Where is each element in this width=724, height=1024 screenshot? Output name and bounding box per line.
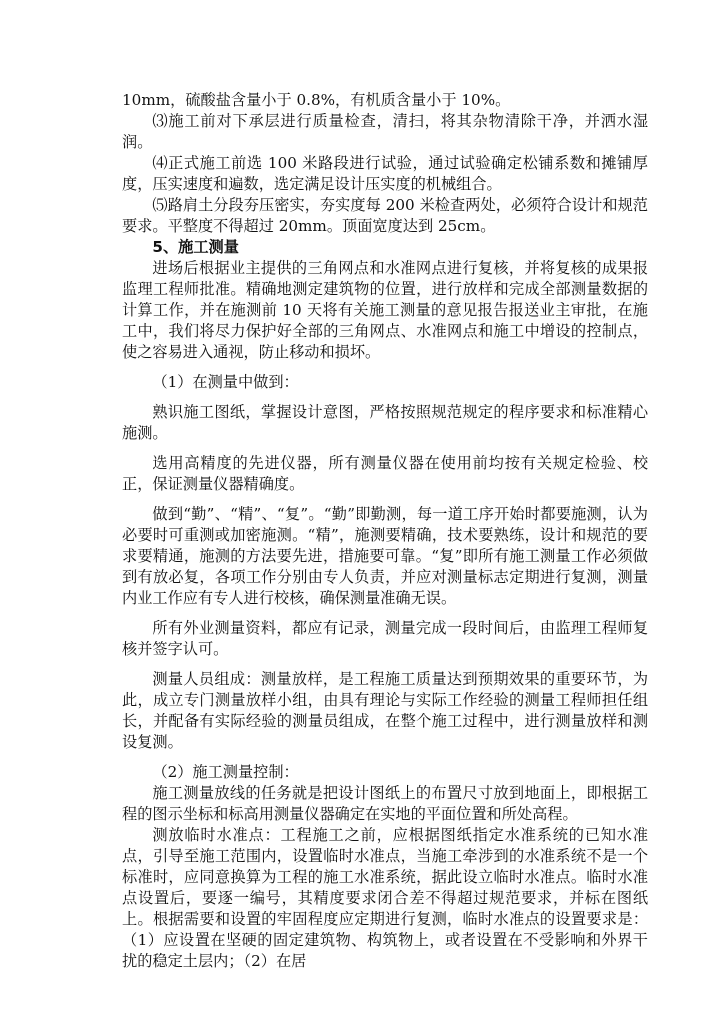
subheading-survey-requirements: （1）在测量中做到： <box>152 373 299 391</box>
paragraph-drawings: 熟识施工图纸，掌握设计意图，严格按照规范规定的程序要求和标准精心施测。 <box>122 403 648 442</box>
paragraph-materials-spec: 10mm，硫酸盐含量小于 0.8%，有机质含量小于 10%。 <box>122 91 511 109</box>
paragraph-instruments: 选用高精度的先进仪器，所有测量仪器在使用前均按有关规定检验、校正，保证测量仪器精确度。 <box>122 454 648 493</box>
paragraph-shoulder-compaction: ⑸路肩土分段夯压密实，夯实度每 200 米检查两处，必须符合设计和规范要求。平整度不得超过 20mm。顶面宽度达到 25cm。 <box>122 196 648 235</box>
paragraph-trial-section: ⑷正式施工前选 100 米路段进行试验，通过试验确定松铺系数和摊铺厚度，压实速度和遍数，选定满足设计压实度的机械组合。 <box>122 154 648 193</box>
paragraph-layout-task: 施工测量放线的任务就是把设计图纸上的布置尺寸放到地面上，即根据工程的图示坐标和标高用测量仪器确定在实地的平面位置和所处高程。 <box>122 784 648 823</box>
paragraph-survey-intro: 进场后根据业主提供的三角网点和水准网点进行复核，并将复核的成果报监理工程师批准。精确地测定建筑物的位置，进行放样和完成全部测量数据的计算工作，并在施测前 10 天将有关施工测量的意见报告报送业主审批，在施工中，我们将尽力保护好全部的三角网点、水准网点和施工中增设的控制点，使之容易进入通视，防止移动和损坏。 <box>122 259 648 361</box>
section-heading-survey: 5、施工测量 <box>152 238 239 256</box>
document-page <box>122 90 648 972</box>
paragraph-base-inspection: ⑶施工前对下承层进行质量检查，清扫，将其杂物清除干净，并洒水湿润。 <box>122 112 648 151</box>
paragraph-records: 所有外业测量资料，都应有记录，测量完成一段时间后，由监理工程师复核并签字认可。 <box>122 619 648 658</box>
paragraph-principles: 做到“勤”、“精”、“复”。“勤”即勤测，每一道工序开始时都要施测，认为必要时可重测或加密施测。“精”，施测要精确，技术要熟练，设计和规范的要求要精通，施测的方法要先进，措施要可靠。“复”即所有施工测量工作必须做到有放必复，各项工作分别由专人负责，并应对测量标志定期进行复测，测量内业工作应有专人进行校核，确保测量准确无误。 <box>122 505 648 607</box>
subheading-survey-control: （2）施工测量控制： <box>152 763 299 781</box>
paragraph-survey-team: 测量人员组成：测量放样，是工程施工质量达到预期效果的重要环节，为此，成立专门测量放样小组，由具有理论与实际工作经验的测量工程师担任组长，并配备有实际经验的测量员组成，在整个施工过程中，进行测量放样和测设复测。 <box>122 670 648 751</box>
paragraph-benchmarks: 测放临时水准点：工程施工之前，应根据图纸指定水准系统的已知水准点，引导至施工范围内，设置临时水准点，当施工牵涉到的水准系统不是一个标准时，应同意换算为工程的施工水准系统，据此设立临时水准点。临时水准点设置后，要逐一编号，其精度要求闭合差不得超过规范要求，并标在图纸上。根据需要和设置的牢固程度应定期进行复测，临时水准点的设置要求是：（1）应设置在坚硬的固定建筑物、构筑物上，或者设置在不受影响和外界干扰的稳定土层内；（2）在居 <box>122 826 648 970</box>
